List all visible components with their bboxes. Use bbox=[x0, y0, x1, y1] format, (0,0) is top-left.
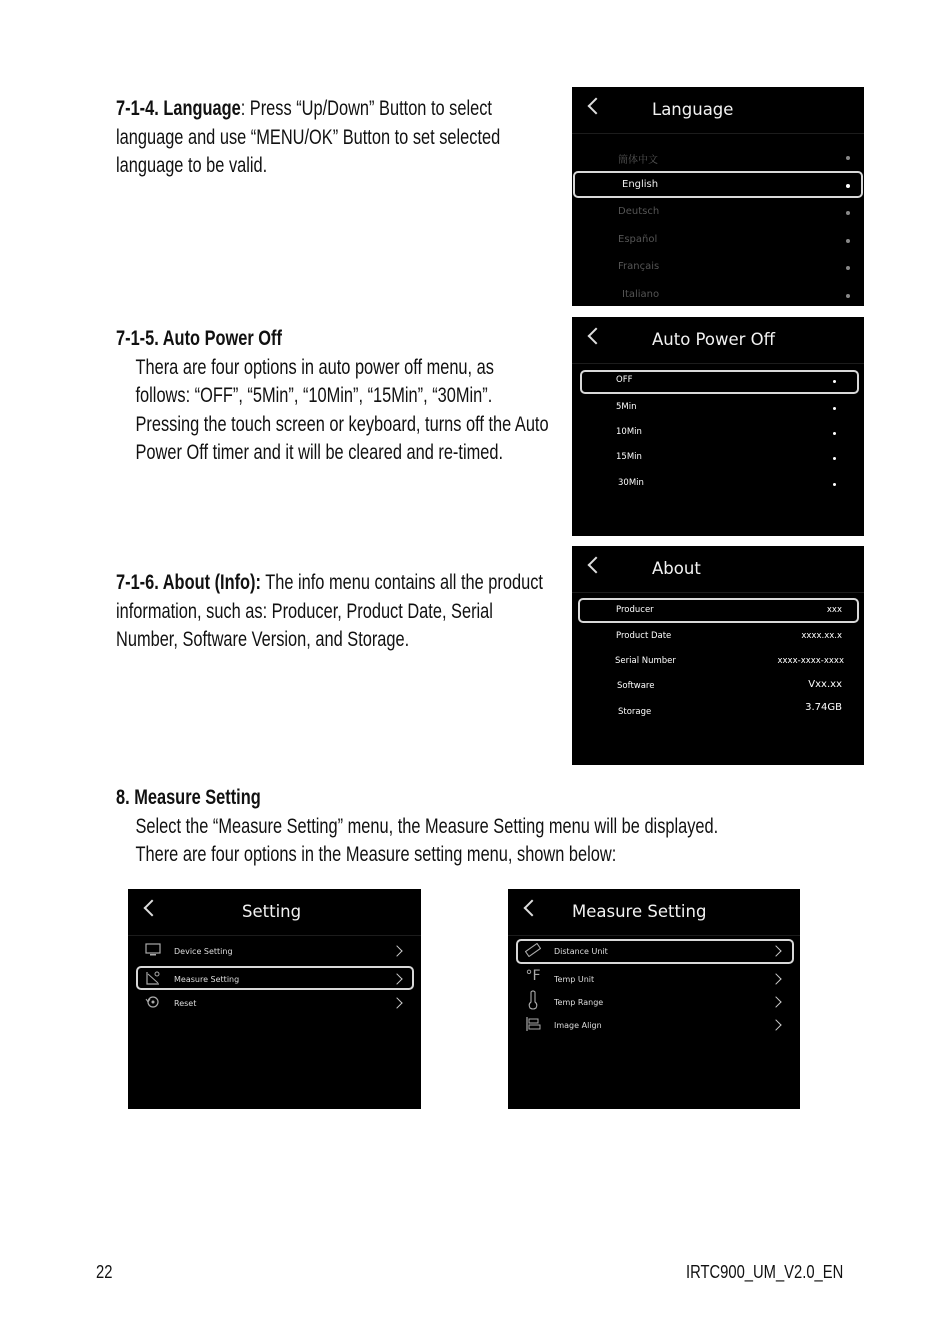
option-label: 5Min bbox=[616, 402, 637, 412]
about-row-label: Software bbox=[617, 681, 655, 691]
ruler-icon bbox=[524, 943, 542, 959]
screen-title: Language bbox=[652, 100, 734, 119]
autopower-heading bbox=[116, 325, 549, 354]
radio-dot-icon bbox=[846, 156, 850, 160]
option-label: OFF bbox=[616, 375, 633, 385]
selection-highlight bbox=[573, 171, 863, 198]
about-text-line: information, such as: Producer, Product Date, Serial bbox=[116, 599, 493, 623]
menu-item-label: Distance Unit bbox=[554, 947, 608, 956]
autopower-text-line: Thera are four options in auto power off menu, as bbox=[135, 355, 494, 379]
menu-item-label: Image Align bbox=[554, 1021, 602, 1030]
back-arrow-icon[interactable] bbox=[144, 900, 161, 917]
about-row-label: Serial Number bbox=[615, 656, 676, 666]
language-text-line: language to be valid. bbox=[116, 154, 268, 177]
option-label: Español bbox=[618, 234, 658, 245]
screen-header bbox=[508, 889, 800, 936]
document-id: IRTC900_UM_V2.0_EN bbox=[686, 1262, 844, 1282]
option-label: Français bbox=[618, 261, 660, 272]
back-arrow-icon[interactable] bbox=[588, 328, 605, 345]
radio-dot-icon bbox=[846, 239, 850, 243]
language-screen bbox=[572, 87, 864, 306]
radio-dot-icon bbox=[833, 380, 836, 383]
option-label: 30Min bbox=[618, 478, 644, 488]
measure-text-line: There are four options in the Measure setting menu, shown below: bbox=[135, 843, 617, 866]
screen-title: Setting bbox=[242, 902, 302, 921]
menu-item-label: Temp Unit bbox=[554, 975, 595, 984]
autopower-heading-text: 7-1-5. Auto Power Off bbox=[116, 327, 282, 350]
about-row-value: 3.74GB bbox=[805, 702, 842, 713]
about-row-value: xxxx-xxxx-xxxx bbox=[777, 656, 844, 666]
autopower-text-line: follows: “OFF”, “5Min”, “10Min”, “15Min”, “30Min”. bbox=[135, 384, 493, 407]
align-icon bbox=[524, 1017, 542, 1033]
menu-item-label: Measure Setting bbox=[174, 975, 240, 984]
about-screen bbox=[572, 546, 864, 765]
radio-dot-icon bbox=[846, 294, 850, 298]
setting-screen bbox=[128, 889, 421, 1109]
screen-header bbox=[572, 546, 864, 593]
screen-header bbox=[572, 317, 864, 364]
menu-item-label: Reset bbox=[174, 999, 197, 1008]
about-row-value: xxx bbox=[826, 605, 842, 615]
radio-dot-icon bbox=[846, 184, 850, 188]
language-section-text bbox=[116, 95, 500, 181]
back-arrow-icon[interactable] bbox=[588, 98, 605, 115]
screen-header bbox=[128, 889, 421, 936]
option-label: 10Min bbox=[616, 427, 642, 437]
measure-section-text bbox=[116, 784, 718, 870]
screen-title: About bbox=[652, 559, 701, 578]
reset-icon bbox=[144, 995, 162, 1011]
page-number: 22 bbox=[96, 1262, 113, 1282]
screen-header bbox=[572, 87, 864, 134]
menu-item-label: Device Setting bbox=[174, 947, 233, 956]
autopower-text-line: Power Off timer and it will be cleared and re-timed. bbox=[135, 441, 504, 464]
measure-setting-screen bbox=[508, 889, 800, 1109]
option-label: 簡体中文 bbox=[618, 155, 658, 166]
screen-title: Measure Setting bbox=[572, 902, 707, 921]
option-label: English bbox=[622, 179, 659, 190]
option-label: Italiano bbox=[622, 289, 660, 300]
option-label: 15Min bbox=[616, 452, 642, 462]
radio-dot-icon bbox=[833, 407, 836, 410]
radio-dot-icon bbox=[846, 211, 850, 215]
language-heading: 7-1-4. Language bbox=[116, 97, 241, 120]
measure-text-line: Select the “Measure Setting” menu, the Measure Setting menu will be displayed. bbox=[135, 814, 719, 838]
screen-title: Auto Power Off bbox=[652, 330, 776, 349]
about-text-line: The info menu contains all the product bbox=[260, 571, 543, 594]
radio-dot-icon bbox=[833, 432, 836, 435]
fahrenheit-icon: °F bbox=[525, 968, 541, 984]
monitor-icon bbox=[144, 943, 162, 959]
radio-dot-icon bbox=[846, 266, 850, 270]
about-heading: 7-1-6. About (Info): bbox=[116, 571, 261, 594]
about-section-text bbox=[116, 569, 543, 655]
option-label: Deutsch bbox=[618, 206, 660, 217]
chevron-right-icon bbox=[770, 996, 781, 1007]
autopower-screen bbox=[572, 317, 864, 536]
about-row-label: Storage bbox=[618, 707, 652, 717]
chevron-right-icon bbox=[770, 1019, 781, 1030]
measure-heading: 8. Measure Setting bbox=[116, 786, 261, 809]
menu-item-label: Temp Range bbox=[554, 998, 604, 1007]
about-row-value: xxxx.xx.x bbox=[801, 631, 842, 641]
chevron-right-icon bbox=[391, 945, 402, 956]
back-arrow-icon[interactable] bbox=[588, 557, 605, 574]
language-text-line: : Press “Up/Down” Button to select bbox=[240, 97, 492, 120]
autopower-text-line: Pressing the touch screen or keyboard, turns off the Auto bbox=[135, 412, 549, 436]
autopower-section-text bbox=[116, 325, 549, 468]
about-row-label: Product Date bbox=[616, 631, 672, 641]
chevron-right-icon bbox=[770, 973, 781, 984]
about-text-line: Number, Software Version, and Storage. bbox=[116, 628, 410, 651]
measure-icon bbox=[144, 971, 162, 987]
radio-dot-icon bbox=[833, 483, 836, 486]
chevron-right-icon bbox=[391, 997, 402, 1008]
radio-dot-icon bbox=[833, 457, 836, 460]
language-text-line: language and use “MENU/OK” Button to set selected bbox=[116, 125, 501, 149]
about-row-value: Vxx.xx bbox=[808, 679, 842, 690]
thermometer-icon bbox=[524, 990, 542, 1006]
back-arrow-icon[interactable] bbox=[524, 900, 541, 917]
about-row-label: Producer bbox=[616, 605, 654, 615]
